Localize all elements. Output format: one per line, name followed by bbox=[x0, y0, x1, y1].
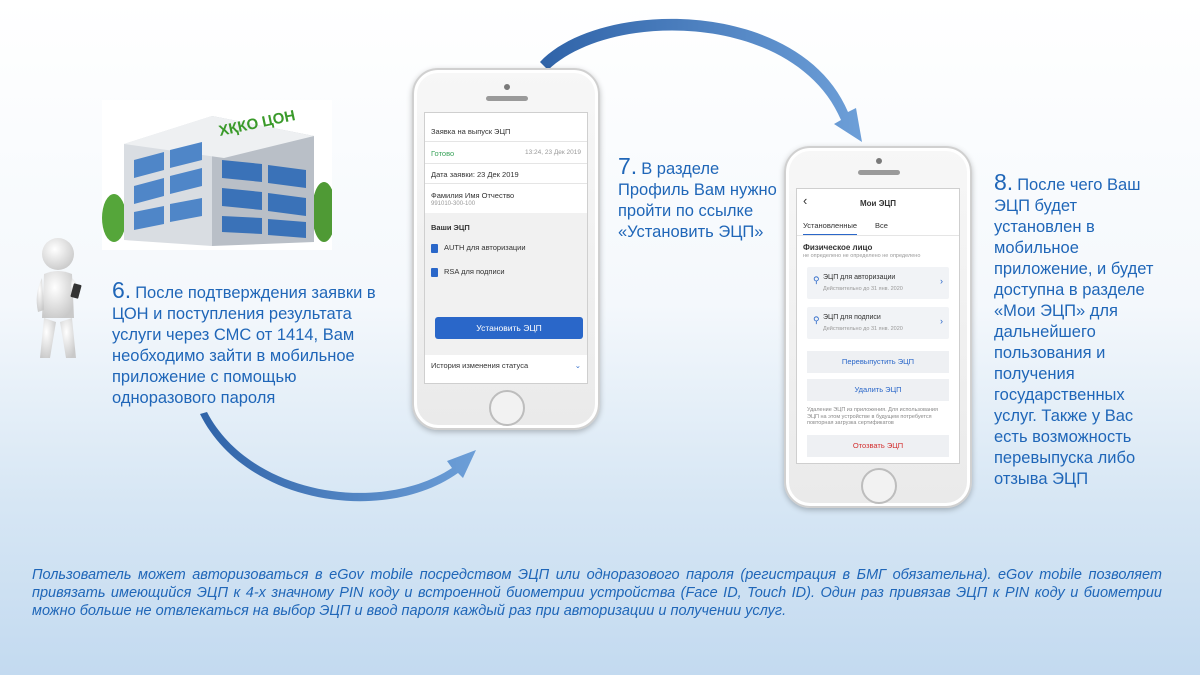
phone-2-speaker bbox=[858, 170, 900, 175]
chevron-right-icon: › bbox=[940, 276, 943, 286]
key-auth-validity: Действительно до 31 янв. 2020 bbox=[823, 286, 903, 292]
back-icon[interactable]: ‹ bbox=[803, 193, 808, 208]
tab-installed[interactable]: Установленные bbox=[803, 221, 857, 236]
applicant-iin: 991010-300-100 bbox=[431, 201, 476, 207]
bottom-description: Пользователь может авторизоваться в eGov mobile посредством ЭЦП или одноразового пароля (регистрация в БМГ обязательна). eGov mobile позволяет привязать имеющийся ЭЦП к 4-х значному PIN коду и встроенной биометрии устройства (Face ID, Touch ID). Один раз привязав ЭЦП к PIN коду и биометрии можно больше не отвлекаться на выбор ЭЦП и ввод пароля каждый раз при авторизации и получении услуг. bbox=[32, 567, 1162, 619]
phone-2-camera bbox=[876, 158, 882, 164]
building-sign: ХҚКО ЦОН bbox=[217, 107, 297, 140]
phone-2-home-button[interactable] bbox=[861, 468, 897, 504]
my-ecp-title: Мои ЭЦП bbox=[860, 199, 896, 208]
request-status-time: 13:24, 23 Дек 2019 bbox=[524, 149, 581, 156]
individual-heading: Физическое лицо bbox=[803, 243, 873, 252]
request-header: Заявка на выпуск ЭЦП bbox=[431, 127, 511, 136]
revoke-ecp-button[interactable]: Отозвать ЭЦП bbox=[807, 435, 949, 457]
person-with-phone-icon bbox=[28, 234, 86, 364]
phone-1-speaker bbox=[486, 96, 528, 101]
building-icon bbox=[102, 100, 332, 250]
install-ecp-button[interactable]: Установить ЭЦП bbox=[435, 317, 583, 339]
key-auth-icon bbox=[431, 244, 438, 253]
tab-all[interactable]: Все bbox=[875, 221, 888, 230]
key-auth-item[interactable] bbox=[431, 243, 581, 253]
phone-2-screen bbox=[796, 188, 960, 464]
key-sign-card[interactable] bbox=[807, 307, 949, 339]
phone-1 bbox=[412, 68, 600, 430]
status-history-row[interactable] bbox=[425, 355, 587, 384]
phone-1-home-button[interactable] bbox=[489, 390, 525, 426]
key-rsa-item[interactable] bbox=[431, 267, 581, 277]
step-7-text bbox=[618, 153, 778, 243]
key-icon: ⚲ bbox=[813, 315, 820, 325]
key-icon: ⚲ bbox=[813, 275, 820, 285]
key-auth-label: AUTH для авторизации bbox=[444, 243, 526, 252]
key-auth-title: ЭЦП для авторизации bbox=[823, 274, 896, 281]
reissue-ecp-button[interactable]: Перевыпустить ЭЦП bbox=[807, 351, 949, 373]
step-6-number: 6. bbox=[112, 277, 132, 303]
request-date: Дата заявки: 23 Дек 2019 bbox=[431, 170, 519, 179]
delete-ecp-button[interactable]: Удалить ЭЦП bbox=[807, 379, 949, 401]
key-rsa-label: RSA для подписи bbox=[444, 267, 505, 276]
request-status: Готово bbox=[431, 149, 455, 158]
phone-1-screen bbox=[424, 112, 588, 384]
key-sign-validity: Действительно до 31 янв. 2020 bbox=[823, 326, 903, 332]
step-7-description: В разделе Профиль Вам нужно пройти по ссылке «Установить ЭЦП» bbox=[618, 160, 777, 241]
key-auth-card[interactable] bbox=[807, 267, 949, 299]
step-6-description: После подтверждения заявки в ЦОН и поступления результата услуги через СМС от 1414, Вам необходимо зайти в мобильное приложение с помощью одноразового пароля bbox=[112, 284, 376, 407]
phone-2 bbox=[784, 146, 972, 508]
step-8-number: 8. bbox=[994, 169, 1014, 195]
phone-1-camera bbox=[504, 84, 510, 90]
key-sign-title: ЭЦП для подписи bbox=[823, 314, 881, 321]
step-6-text bbox=[112, 277, 390, 409]
your-keys-heading: Ваши ЭЦП bbox=[431, 223, 470, 232]
step-7-number: 7. bbox=[618, 153, 638, 179]
individual-subtitle: не определено не определено не определено bbox=[803, 253, 921, 259]
chevron-down-icon: ⌄ bbox=[574, 361, 581, 370]
step-8-description: После чего Ваш ЭЦП будет установлен в мобильное приложение, и будет доступна в разделе «Мои ЭЦП» для дальнейшего пользования и получения государственных услуг. Также у Вас есть возможность перевыпуска либо отзыва ЭЦП bbox=[994, 176, 1154, 488]
step-8-text bbox=[994, 169, 1162, 490]
status-history-label: История изменения статуса bbox=[431, 361, 529, 370]
applicant-name: Фамилия Имя Отчество bbox=[431, 191, 515, 200]
delete-note: Удаление ЭЦП из приложения. Для использования ЭЦП на этом устройстве в будущем потребуется повторная загрузка сертификатов bbox=[807, 407, 938, 426]
tson-building-image bbox=[102, 100, 332, 250]
key-rsa-icon bbox=[431, 268, 438, 277]
chevron-right-icon: › bbox=[940, 316, 943, 326]
